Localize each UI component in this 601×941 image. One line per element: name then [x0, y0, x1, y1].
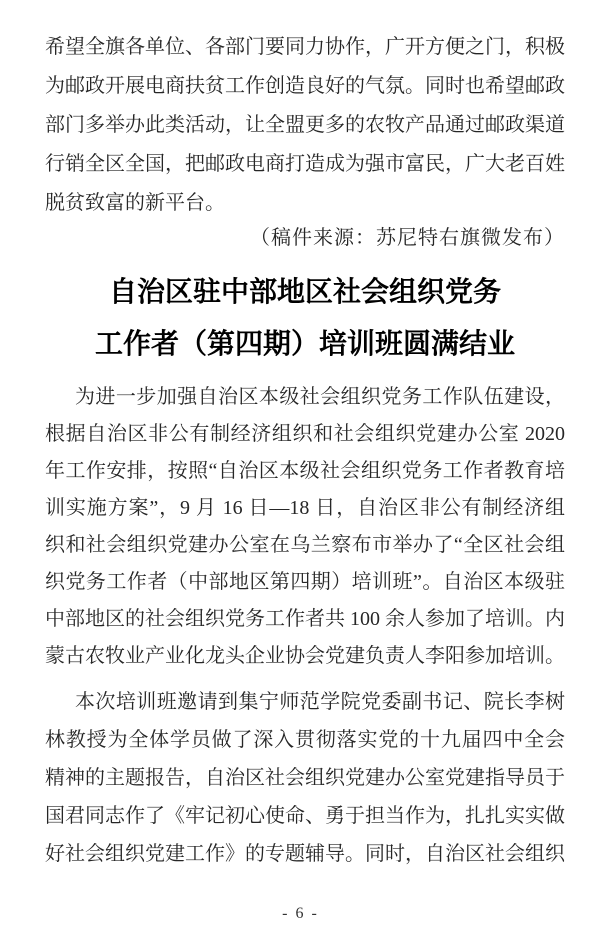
text-line: 蒙古农牧业产业化龙头企业协会党建负责人李阳参加培训。: [45, 645, 565, 667]
text-line: 为进一步加强自治区本级社会组织党务工作队伍建设，: [75, 386, 565, 408]
article-title: [45, 267, 565, 371]
text-line: 中部地区的社会组织党务工作者共 100 余人参加了培训。内: [45, 608, 565, 630]
text-line: 年工作安排，按照“自治区本级社会组织党务工作者教育培: [45, 460, 565, 482]
article-title-line-2: 工作者（第四期）培训班圆满结业: [94, 329, 515, 360]
page-number: - 6 -: [282, 905, 319, 922]
text-line: 根据自治区非公有制经济组织和社会组织党建办公室 2020: [45, 423, 565, 445]
text-line: 精神的主题报告，自治区社会组织党建办公室党建指导员于: [45, 767, 565, 789]
text-line: 训实施方案”，9 月 16 日—18 日，自治区非公有制经济组: [45, 497, 565, 519]
text-line: 国君同志作了《牢记初心使命、勇于担当作为，扎扎实实做: [45, 805, 565, 827]
text-line: 行销全区全国，把邮政电商打造成为强市富民，广大老百姓: [45, 153, 565, 175]
intro-paragraph: [45, 28, 565, 223]
text-line: 部门多举办此类活动，让全盟更多的农牧产品通过邮政渠道: [45, 114, 565, 136]
text-line: 林教授为全体学员做了深入贯彻落实党的十九届四中全会: [45, 729, 565, 751]
source-attribution: （稿件来源：苏尼特右旗微发布）: [250, 227, 565, 249]
text-line: 织和社会组织党建办公室在乌兰察布市举办了“全区社会组: [45, 534, 565, 556]
text-line: 脱贫致富的新平台。: [45, 192, 225, 214]
body-paragraph-2: [45, 683, 565, 873]
text-line: 希望全旗各单位、各部门要同力协作，广开方便之门，积极: [45, 36, 565, 58]
body-paragraph-1: [45, 379, 565, 675]
text-line: 本次培训班邀请到集宁师范学院党委副书记、院长李树: [75, 691, 565, 713]
text-line: 好社会组织党建工作》的专题辅导。同时，自治区社会组织: [45, 843, 565, 865]
text-line: 织党务工作者（中部地区第四期）培训班”。自治区本级驻: [45, 571, 565, 593]
text-line: 为邮政开展电商扶贫工作创造良好的气氛。同时也希望邮政: [45, 75, 565, 97]
article-title-line-1: 自治区驻中部地区社会组织党务: [108, 277, 501, 308]
